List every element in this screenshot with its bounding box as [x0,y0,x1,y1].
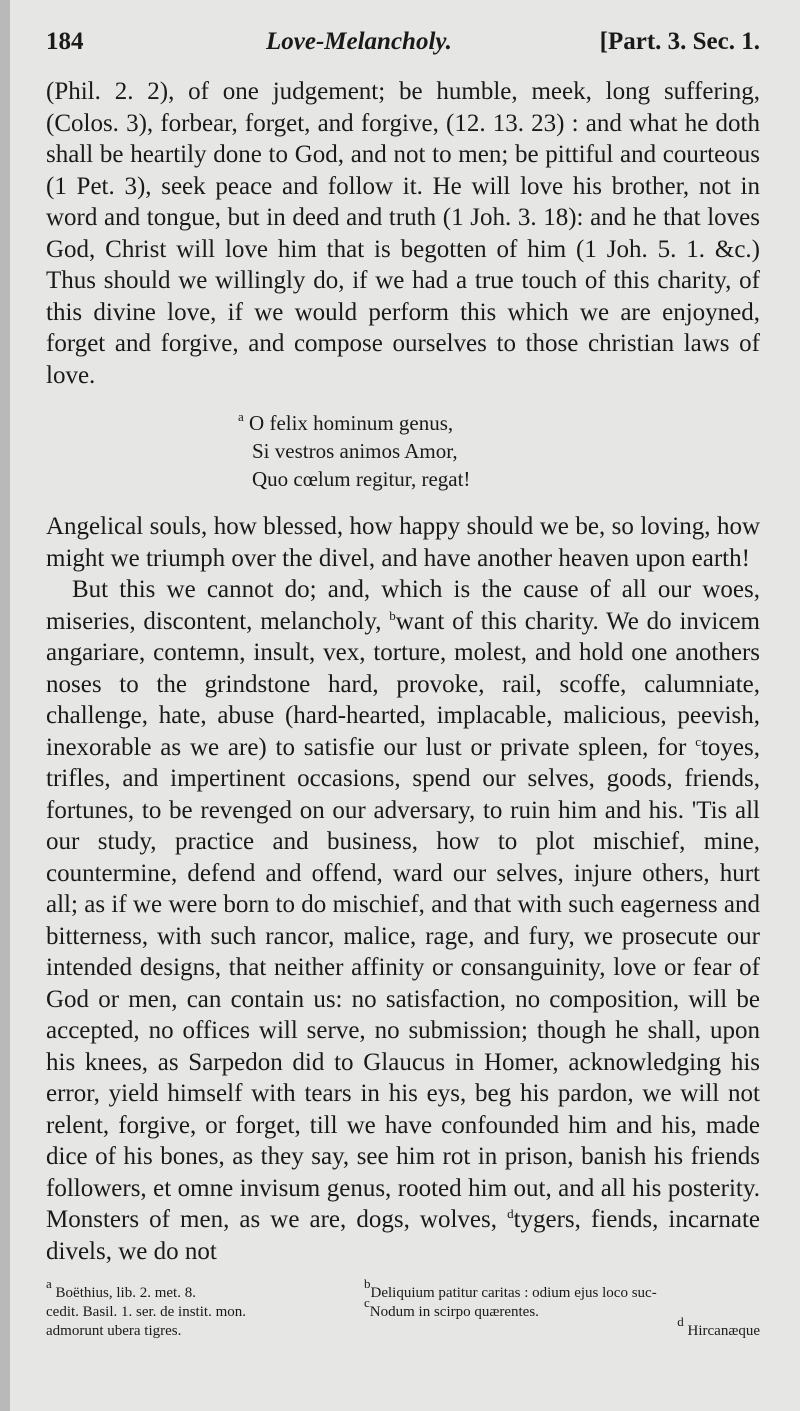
footnote-mark-b: b [389,607,396,623]
footnote-c-mark: c [364,1295,370,1310]
footnote-b [364,1276,764,1303]
footnote-mark-a: a [238,409,244,424]
footnote-c [364,1295,764,1322]
paragraph-3-part-a: But this we cannot do; and, which is the cause of all our woes, miseries, discontent, melancholy, [46,576,760,635]
footnote-a-mark: a [46,1276,52,1291]
footnote-column-right [364,1276,764,1322]
footnote-c-text: Nodum in scirpo quærentes. [369,1304,539,1320]
paragraph-3-part-b: want of this charity. We do invicem angariare, contemn, insult, vex, torture, molest, and hold one anothers noses to the grindstone hard, provoke, rail, scoffe, calumniate, challenge, hate, abuse (hard-hearted, implacable, malicious, peevish, inexorable as we are) to satisfie our lust or private spleen, for [46,607,760,761]
footnote-d [677,1314,760,1341]
verse-line-1-text: O felix hominum genus, [249,411,454,435]
footnote-d-text: Hircanæque [687,1323,760,1339]
footnote-d-mark: d [677,1314,684,1329]
section-reference: [Part. 3. Sec. 1. [599,28,760,55]
main-text [46,76,760,1267]
paragraph-2: Angelical souls, how blessed, how happy should we be, so loving, how might we triumph over the divel, and have another heaven upon earth! [46,513,760,572]
footnote-mark-c: c [695,733,701,749]
footnote-a-line-1: Boëthius, lib. 2. met. 8. [55,1285,196,1301]
latin-verse [238,409,760,493]
footnote-a [46,1276,356,1303]
paragraph-3 [46,574,760,1267]
paragraph-1: (Phil. 2. 2), of one judgement; be humble, meek, long suffering, (Colos. 3), forbear, forget, and forgive, (12. 13. 23) : and what he doth shall be heartily done to God, and not to men; be pittiful and courteous (1 Pet. 3), seek peace and follow it. He will love his brother, not in word and tongue, but in deed and truth (1 Joh. 3. 18): and he that loves God, Christ will love him that is begotten of him (1 Joh. 5. 1. &c.) Thus should we willingly do, if we had a true touch of this charity, of this divine love, if we would perform this which we are enjoyned, forget and forgive, and compose ourselves to those christian laws of love. [46,78,760,389]
paragraph-3-part-c: toyes, trifles, and impertinent occasions, spend our selves, goods, friends, fortunes, to be revenged on our adversary, to ruin him and his. 'Tis all our study, practice and business, how to plot mischief, mine, countermine, defend and offend, ward our selves, injure others, hurt all; as if we were born to do mischief, and that with such eagerness and bitterness, with such rancor, malice, rage, and fury, we prosecute our intended designs, that neither affinity or consanguinity, love or fear of God or men, can contain us: no satisfaction, no composition, will be accepted, no offices will serve, no submission; though he shall, upon his knees, as Sarpedon did to Glaucus in Homer, acknowledging his error, yield himself with tears in his eys, beg his pardon, we will not relent, forgive, or forget, till we have confounded him and his, made dice of his bones, as they say, see him rot in prison, banish his friends followers, et omne invisum genus, rooted him out, and all his posterity. Monsters of men, as we are, dogs, wolves, [46,733,760,1233]
footnote-b-text: Deliquium patitur caritas : odium ejus loco suc- [370,1285,657,1301]
running-title: Love-Melancholy. [266,28,452,55]
footnote-column-left [46,1276,356,1341]
verse-line-3: Quo cœlum regitur, regat! [252,467,471,491]
footnote-b-mark: b [364,1276,371,1291]
footnote-c-continuation: cedit. Basil. 1. ser. de instit. mon. [46,1304,246,1320]
running-header [46,28,760,68]
footnote-mark-d: d [507,1206,514,1221]
book-page [10,0,800,1411]
footnote-d-continuation: admorunt ubera tigres. [46,1323,182,1339]
page-number: 184 [46,28,84,55]
verse-line-1 [238,409,760,437]
verse-line-2: Si vestros animos Amor, [252,439,458,463]
paragraph-3-part-d: tygers, fiends, incarnate divels, we do not [46,1206,761,1265]
